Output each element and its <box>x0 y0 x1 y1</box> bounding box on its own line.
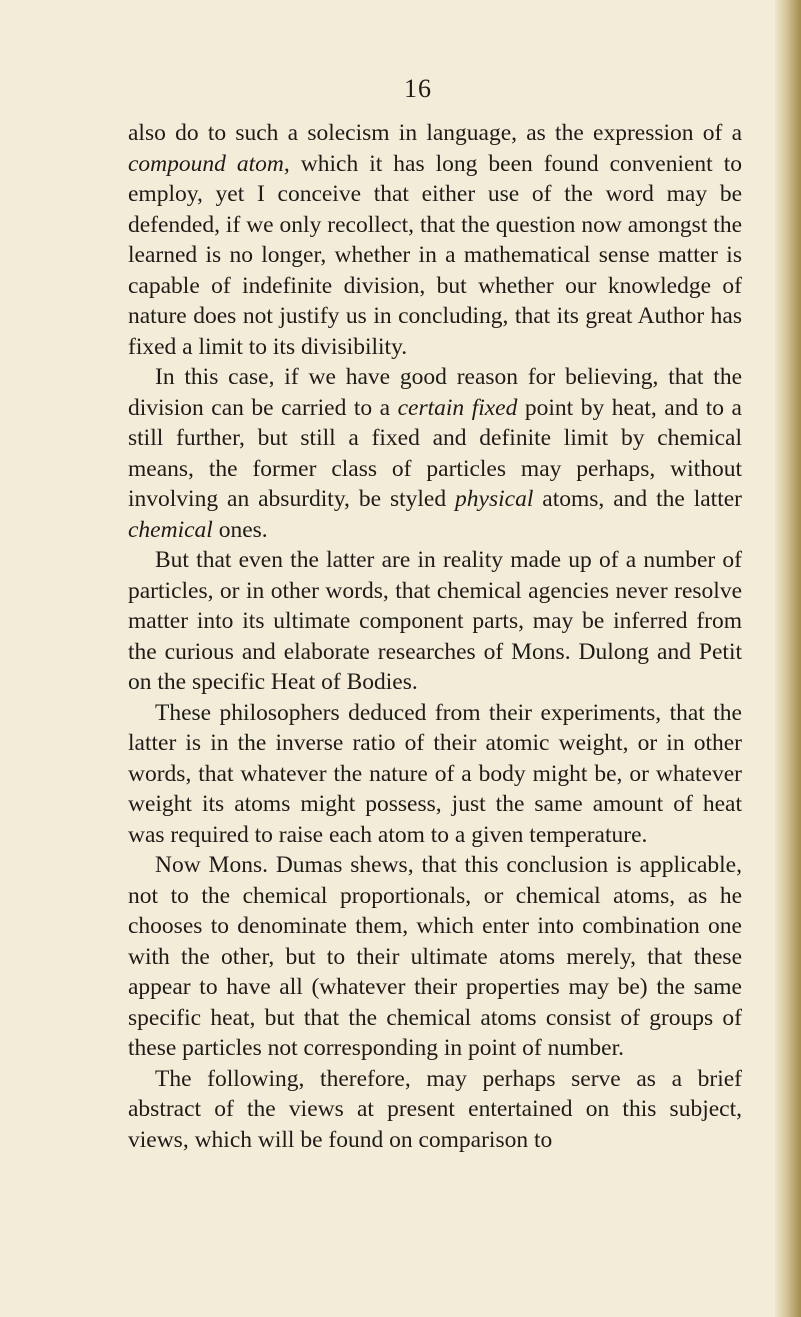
page-number: 16 <box>404 74 432 103</box>
paragraph-text: , which it has long been found convenient to employ, yet I conceive that either use of the word may be defended, if we only recollect, that the question now amongst the learned is no longer, whether in a mathematical sense matter is capable of indefinite division, but whether our knowledge of nature does not justify us in concluding, that its great Author has fixed a limit to its divisibility. <box>128 150 742 360</box>
paragraph-abstract: The following, therefore, may perhaps serve as a brief abstract of the views at present entertained on this subject, views, which will be found on comparison to <box>128 1065 742 1153</box>
italic-phrase: physical <box>455 486 534 512</box>
paragraph-dulong-petit: But that even the latter are in reality made up of a number of particles, or in other words, that chemical agencies never resolve matter into its ultimate component parts, may be inferred from the curious and elaborate researches of Mons. Dulong and Petit on the specific Heat of Bodies. <box>128 547 742 695</box>
paragraph-text: point by heat, and to a still further, but still a fixed and definite limit by chemical means, the former class of particles may perhaps, without involving an absurdity, be styled <box>128 394 742 512</box>
paragraph-text: In this case, if we have good reason for believing, that the division can be carried to a <box>128 364 742 421</box>
paragraph-compound-atom <box>128 118 742 362</box>
paragraph-text: also do to such a solecism in language, as the expression of a <box>128 120 742 146</box>
italic-phrase: chemical <box>128 516 213 543</box>
paragraph-text: ones. <box>212 516 268 543</box>
italic-phrase: certain fixed <box>397 394 518 421</box>
body-text <box>128 118 742 1155</box>
page-edge-shadow <box>775 0 801 1317</box>
paragraph-text: atoms, and the latter <box>533 486 742 512</box>
paragraph-physical-chemical-atoms <box>128 362 742 545</box>
paragraph-philosophers: These philosophers deduced from their experiments, that the latter is in the inverse ratio of their atomic weight, or in other words, that whatever the nature of a body might be, or whatever weight its atoms might possess, just the same amount of heat was required to raise each atom to a given temperature. <box>128 699 742 848</box>
italic-phrase: compound atom <box>128 150 284 177</box>
paragraph-dumas: Now Mons. Dumas shews, that this conclusion is applicable, not to the chemical proportionals, or chemical atoms, as he chooses to denominate them, which enter into combination one with the other, but to their ultimate atoms merely, that these appear to have all (whatever their properties may be) the same specific heat, but that the chemical atoms consist of groups of these particles not corresponding in point of number. <box>128 852 742 1061</box>
